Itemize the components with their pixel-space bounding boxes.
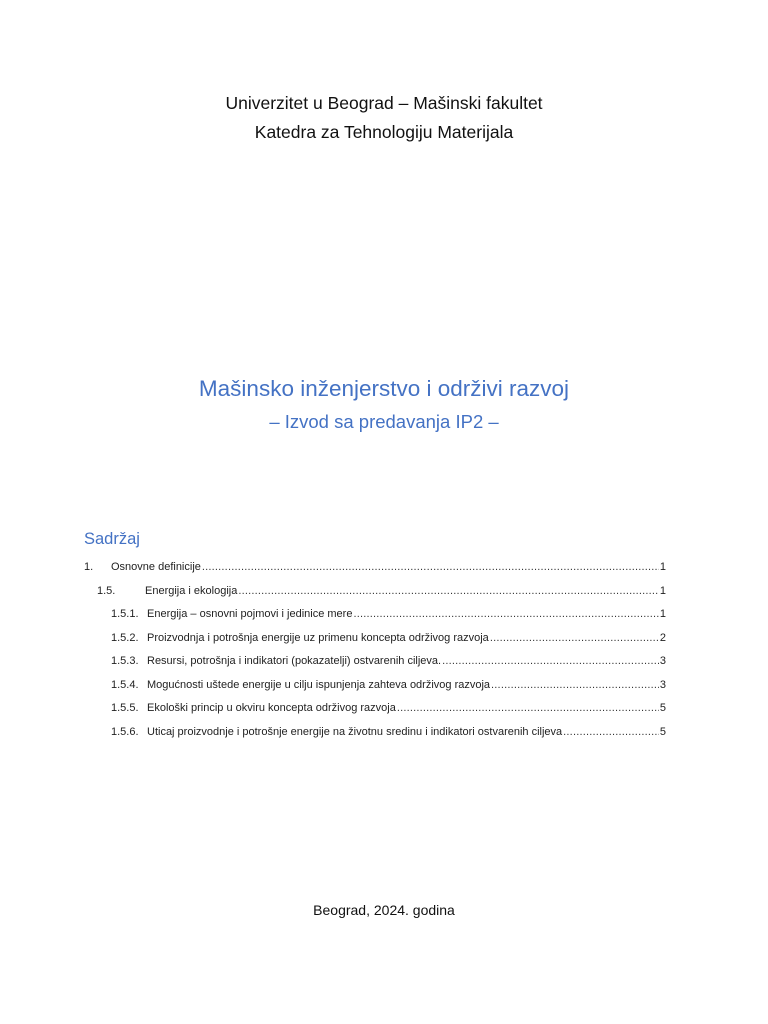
toc-entry-page: 1 [659, 561, 666, 573]
toc-dot-leader [353, 603, 658, 627]
toc-entry[interactable] [84, 674, 666, 698]
toc-entry[interactable] [84, 627, 666, 651]
toc-dot-leader [563, 721, 659, 745]
university-name: Univerzitet u Beograd – Mašinski fakultet [225, 93, 543, 113]
toc-dot-leader [238, 580, 659, 604]
toc-entry[interactable] [84, 697, 666, 721]
toc-entry-page: 1 [659, 608, 666, 620]
toc-entry-title: Uticaj proizvodnje i potrošnje energije na životnu sredinu i indikatori ostvarenih ciljeva [147, 725, 563, 738]
toc-entry-title: Osnovne definicije [111, 561, 201, 573]
toc-dot-leader [490, 627, 659, 651]
toc-dot-leader [442, 650, 659, 674]
toc-entry-number: 1. [84, 561, 94, 573]
toc-dot-leader [202, 556, 659, 580]
toc-entry-page: 3 [659, 678, 666, 691]
toc-entry-number: 1.5. [97, 584, 116, 597]
toc-dot-leader [491, 674, 659, 698]
toc-entry[interactable] [84, 650, 666, 674]
title-block [0, 372, 768, 436]
toc-entry-title: Resursi, potrošnja i indikatori (pokazatelji) ostvarenih ciljeva. [147, 655, 442, 667]
toc-entry-page: 5 [659, 725, 666, 738]
toc-heading: Sadržaj [84, 530, 140, 548]
toc-entry-title: Energija – osnovni pojmovi i jedinice mere [147, 608, 353, 620]
document-header [0, 89, 768, 147]
toc-entry-page: 3 [659, 655, 666, 667]
toc-entry-title: Ekološki princip u okviru koncepta održivog razvoja [147, 702, 396, 714]
table-of-contents [84, 527, 666, 744]
toc-list [84, 556, 666, 744]
toc-entry-number: 1.5.4. [111, 678, 139, 691]
toc-entry-number: 1.5.3. [111, 655, 139, 667]
toc-entry-number: 1.5.2. [111, 631, 139, 644]
toc-entry-number: 1.5.6. [111, 725, 139, 738]
toc-entry-number: 1.5.5. [111, 702, 139, 714]
toc-entry[interactable] [84, 556, 666, 580]
toc-entry-page: 2 [659, 631, 666, 644]
toc-entry-page: 1 [659, 584, 666, 597]
toc-dot-leader [397, 697, 659, 721]
toc-entry[interactable] [84, 580, 666, 604]
place-and-date: Beograd, 2024. godina [313, 902, 455, 918]
toc-entry-title: Mogućnosti uštede energije u cilju ispunjenja zahteva održivog razvoja [147, 678, 491, 691]
toc-entry[interactable] [84, 603, 666, 627]
toc-entry-title: Proizvodnja i potrošnja energije uz primenu koncepta održivog razvoja [147, 631, 489, 644]
toc-entry-number: 1.5.1. [111, 608, 139, 620]
toc-entry-page: 5 [659, 702, 666, 714]
toc-entry-title: Energija i ekologija [145, 584, 238, 597]
toc-entry[interactable] [84, 721, 666, 745]
document-subtitle: – Izvod sa predavanja IP2 – [269, 411, 499, 432]
department-name: Katedra za Tehnologiju Materijala [254, 122, 514, 142]
document-title: Mašinsko inženjerstvo i održivi razvoj [198, 376, 570, 401]
